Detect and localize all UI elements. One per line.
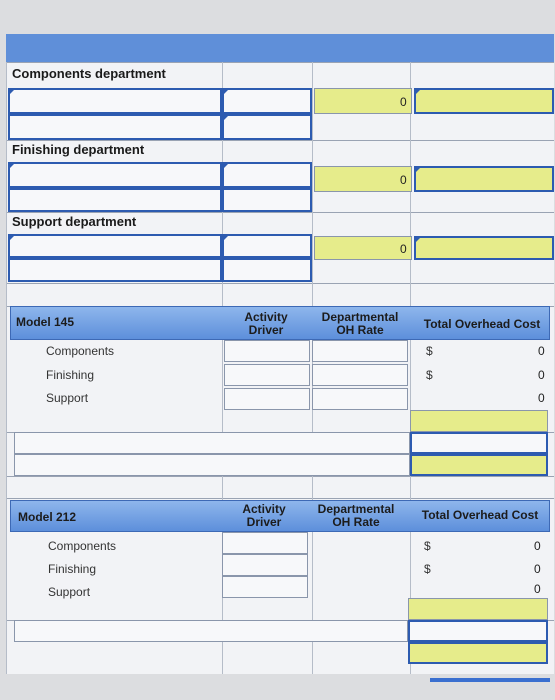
cell-marker — [416, 168, 420, 172]
model-145-row-label: Components — [46, 344, 115, 358]
grid-line — [410, 62, 411, 674]
model-145-finishing-rate-input[interactable] — [312, 364, 408, 386]
model-212-per-unit-cell — [408, 642, 548, 664]
support-name-input-1[interactable] — [8, 234, 222, 258]
model-145-row-label: Finishing — [46, 368, 95, 382]
finishing-name-input-2[interactable] — [8, 188, 222, 212]
model-212-row-label: Support — [48, 585, 91, 599]
components-name-input-2[interactable] — [8, 114, 222, 140]
cell-marker — [10, 236, 14, 240]
finishing-driver-input-2[interactable] — [222, 188, 312, 212]
cell-marker — [10, 164, 14, 168]
cell-marker — [224, 116, 228, 120]
components-department-label: Components department — [12, 66, 166, 81]
finishing-total-value: 0 — [400, 173, 407, 187]
support-driver-input-1[interactable] — [222, 234, 312, 258]
finishing-department-label: Finishing department — [12, 142, 145, 157]
components-total-cell — [314, 88, 412, 114]
model-212-finishing-driver-input[interactable] — [222, 554, 308, 576]
support-rate-input[interactable] — [414, 236, 554, 260]
cell-marker — [416, 90, 420, 94]
cell-marker — [224, 90, 228, 94]
model-212-title: Model 212 — [18, 510, 77, 524]
model-212-currency: $ — [424, 539, 431, 553]
model-145-support-rate-input[interactable] — [312, 388, 408, 410]
model-212-row-value: 0 — [534, 582, 541, 596]
grid-line — [6, 62, 554, 63]
finishing-total-cell — [314, 166, 412, 192]
model-145-per-unit-cell — [410, 454, 548, 476]
model-145-row-value: 0 — [538, 344, 545, 358]
model-212-total-label-input[interactable] — [14, 620, 408, 642]
model-145-unit-input[interactable] — [410, 432, 548, 454]
model-145-row-label: Support — [46, 391, 89, 405]
model-212-components-driver-input[interactable] — [222, 532, 308, 554]
model-145-oh-rate-header: Departmental OH Rate — [321, 310, 399, 337]
model-145-support-driver-input[interactable] — [224, 388, 310, 410]
grid-line — [6, 62, 7, 674]
model-145-per-unit-label-input[interactable] — [14, 454, 410, 476]
sheet-header-bar — [6, 34, 554, 63]
model-145-total-label-input[interactable] — [14, 432, 410, 454]
cell-marker — [224, 164, 228, 168]
model-145-title: Model 145 — [16, 315, 75, 329]
support-name-input-2[interactable] — [8, 258, 222, 282]
model-145-components-rate-input[interactable] — [312, 340, 408, 362]
model-212-row-value: 0 — [534, 539, 541, 553]
grid-line — [6, 498, 554, 499]
model-212-support-driver-input[interactable] — [222, 576, 308, 598]
grid-line — [6, 212, 554, 213]
finishing-rate-input[interactable] — [414, 166, 554, 192]
model-145-subtotal-cell — [410, 410, 548, 432]
model-145-row-value: 0 — [538, 368, 545, 382]
model-212-row-label: Finishing — [48, 562, 97, 576]
finishing-driver-input-1[interactable] — [222, 162, 312, 188]
grid-line — [6, 283, 554, 284]
model-212-subtotal-cell — [408, 598, 548, 620]
model-145-finishing-driver-input[interactable] — [224, 364, 310, 386]
model-145-currency: $ — [426, 368, 433, 382]
components-driver-input-1[interactable] — [222, 88, 312, 114]
model-145-total-overhead-header: Total Overhead Cost — [423, 317, 541, 331]
model-212-unit-input[interactable] — [408, 620, 548, 642]
support-total-value: 0 — [400, 242, 407, 256]
finishing-name-input-1[interactable] — [8, 162, 222, 188]
cell-marker — [10, 90, 14, 94]
components-name-input-1[interactable] — [8, 88, 222, 114]
model-212-row-label: Components — [48, 539, 117, 553]
model-145-row-value: 0 — [538, 391, 545, 405]
support-driver-input-2[interactable] — [222, 258, 312, 282]
model-145-currency: $ — [426, 344, 433, 358]
support-total-cell — [314, 236, 412, 260]
model-212-total-overhead-header: Total Overhead Cost — [421, 508, 539, 522]
grid-line — [6, 140, 554, 141]
support-department-label: Support department — [12, 214, 137, 229]
components-total-value: 0 — [400, 95, 407, 109]
model-212-row-value: 0 — [534, 562, 541, 576]
model-145-activity-driver-header: Activity Driver — [244, 310, 288, 337]
components-rate-input[interactable] — [414, 88, 554, 114]
grid-line — [6, 476, 554, 477]
cell-marker — [416, 238, 420, 242]
model-212-currency: $ — [424, 562, 431, 576]
scroll-indicator[interactable] — [430, 678, 550, 682]
cell-marker — [224, 236, 228, 240]
components-driver-input-2[interactable] — [222, 114, 312, 140]
model-212-activity-driver-header: Activity Driver — [242, 502, 286, 529]
model-212-oh-rate-header: Departmental OH Rate — [317, 502, 395, 529]
model-145-components-driver-input[interactable] — [224, 340, 310, 362]
